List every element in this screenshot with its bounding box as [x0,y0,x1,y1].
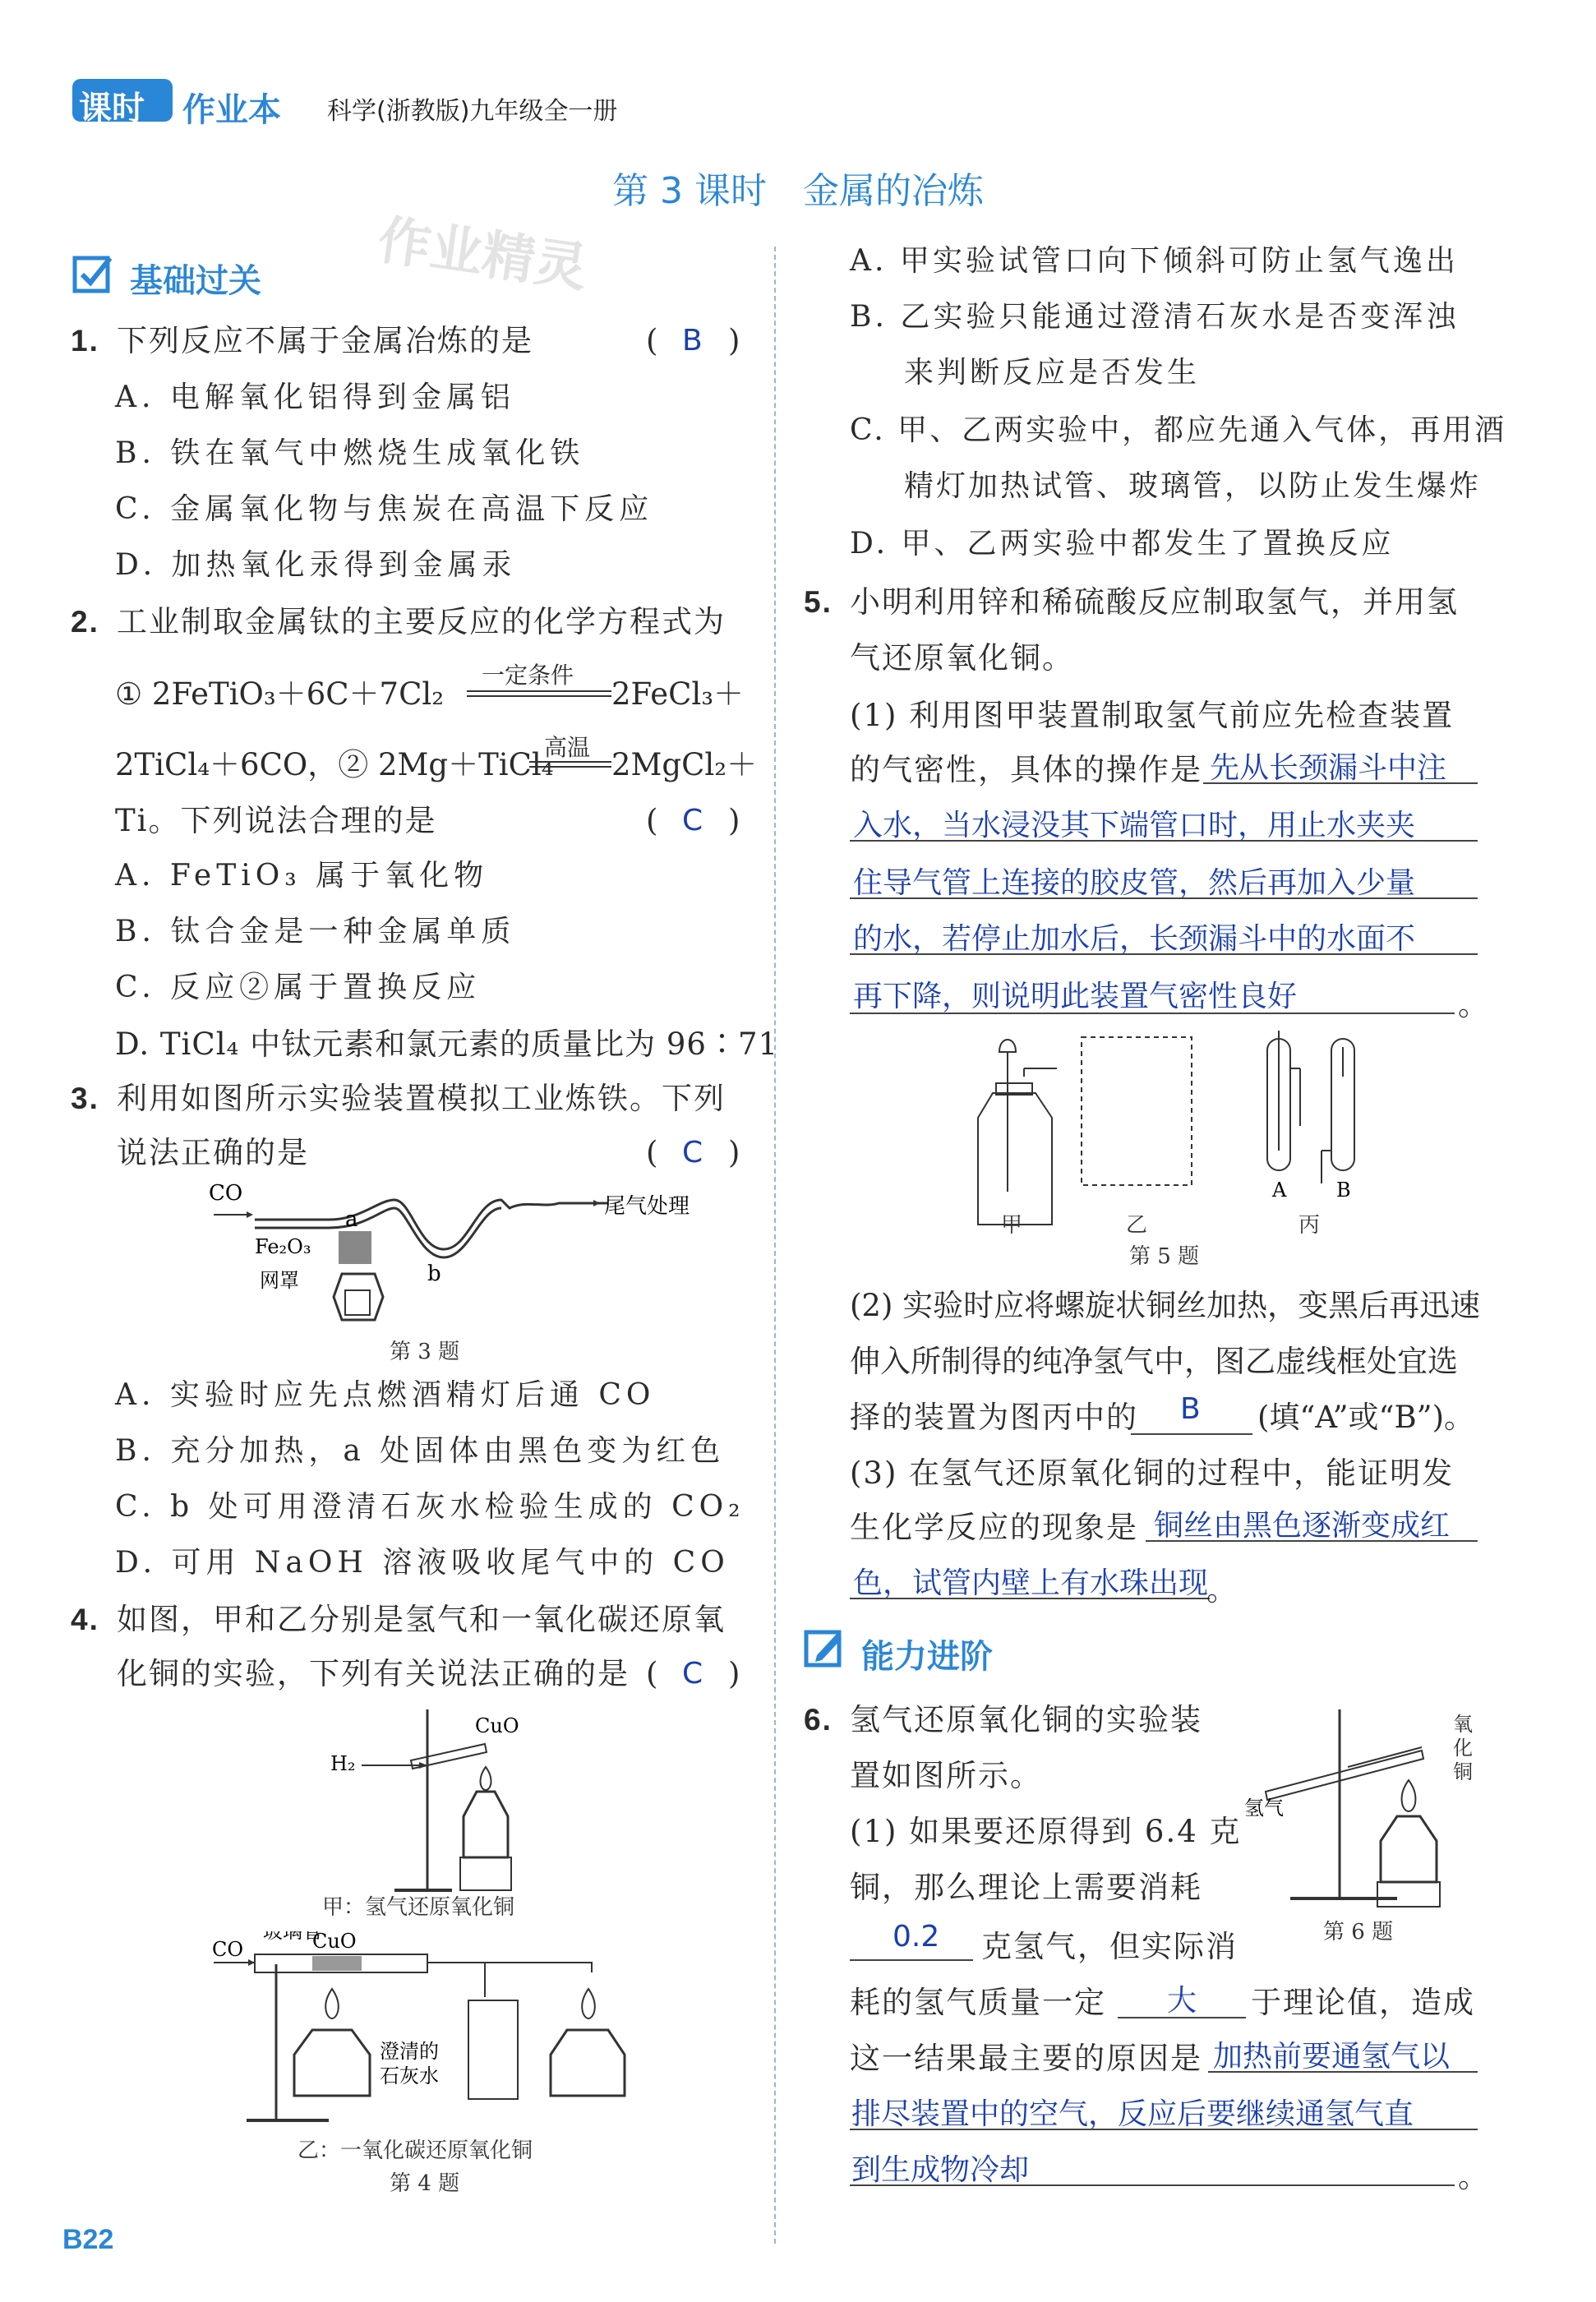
q5-stem-line1: 小明利用锌和稀硫酸反应制取氢气，并用氢 [850,584,1459,620]
q4-option-d: D. 甲、乙两实验中都发生了置换反应 [850,527,1395,561]
q5-p1-answer-5: 再下降，则说明此装置气密性良好 [853,980,1298,1013]
q1-answer-bracket-close: ) [728,323,742,358]
q4-fig1-caption: 甲：氢气还原氧化铜 [322,1895,515,1920]
q2-answer-bracket-close: ) [728,803,742,838]
q4-number: 4. [71,1603,99,1636]
q5-p2-line2: 伸入所制得的纯净氢气中，图乙虚线框处宜选 [850,1344,1458,1379]
q2-option-c: C. 反应②属于置换反应 [115,971,482,1004]
q5-p1-period: 。 [1458,987,1490,1022]
q5-p3-answer-2: 色，试管内壁上有水珠出现 [853,1566,1209,1600]
q6-figure [1233,1701,1488,1923]
q2-eq1-right: 2FeCl₃＋ [611,676,745,712]
q6-p1-answer2: 大 [1167,1984,1197,2018]
q4-fig1-h2: H₂ [330,1752,356,1775]
column-divider [774,247,776,2244]
section-edit-icon [804,1627,845,1668]
q6-p1-answer3-2: 排尽装置中的空气，反应后要继续通氢气直 [851,2097,1414,2131]
q5-p3-answer-1: 铜丝由黑色逐渐变成红 [1154,1509,1451,1543]
q6-fig-cuo: 氧化铜 [1453,1713,1473,1783]
q2-option-d: D. TiCl₄ 中钛元素和氯元素的质量比为 96∶71 [115,1026,779,1062]
q3-label-b: b [427,1262,441,1286]
q5-p2-line3b: (填“A”或“B”)。 [1257,1400,1475,1435]
q2-number: 2. [71,605,99,639]
q6-p1-period: 。 [1458,2159,1490,2194]
q1-option-c: C. 金属氧化物与焦炭在高温下反应 [115,492,654,526]
q4-option-c: C. 甲、乙两实验中，都应先通入气体，再用酒 [850,413,1507,447]
page-number: B22 [62,2224,114,2255]
header-subtitle: 科学(浙教版)九年级全一册 [327,97,618,126]
header-logo [72,79,173,127]
q2-eq1-arrow [467,690,611,697]
q5-p1-line2: 的气密性，具体的操作是 [850,752,1202,787]
q5-fig-label-yi: 乙 [1126,1213,1148,1238]
q3-option-c: C. b 处可用澄清石灰水检验生成的 CO₂ [115,1490,745,1524]
q5-p3-period: 。 [1206,1572,1239,1608]
q5-p1-line1: (1) 利用图甲装置制取氢气前应先检查装置 [850,698,1455,733]
q5-p2-underline [1131,1433,1252,1435]
q4-option-c-cont: 精灯加热试管、玻璃管，以防止发生爆炸 [904,469,1482,503]
q3-label-fe2o3: Fe₂O₃ [255,1235,311,1258]
q1-answer: B [682,324,703,358]
q5-p2-line1: (2) 实验时应将螺旋状铜丝加热，变黑后再迅速 [850,1288,1481,1323]
q3-option-a: A. 实验时应先点燃酒精灯后通 CO [115,1378,656,1412]
q5-number: 5. [804,585,833,619]
q1-option-a: A. 电解氧化铝得到金属铝 [115,381,515,414]
q5-p1-answer-2: 入水，当水浸没其下端管口时，用止水夹夹 [853,809,1416,842]
q6-p1-underline [850,1959,973,1961]
q3-label-mesh: 网罩 [260,1269,299,1292]
q5-p2-answer: B [1180,1392,1201,1426]
q1-option-d: D. 加热氧化汞得到金属汞 [115,548,517,582]
q5-p3-line1: (3) 在氢气还原氧化铜的过程中，能证明发 [850,1455,1455,1491]
q5-p3-underline-1 [1146,1540,1478,1542]
q4-stem-line1: 如图，甲和乙分别是氢气和一氧化碳还原氧 [117,1602,726,1637]
q2-option-b: B. 钛合金是一种金属单质 [115,915,516,948]
q3-stem-line1: 利用如图所示实验装置模拟工业炼铁。下列 [117,1081,726,1116]
q6-p1-line1: (1) 如果要还原得到 6.4 克 [850,1814,1242,1849]
q4-option-b-cont: 来判断反应是否发生 [904,356,1201,390]
q4-figure-yi [205,1931,682,2137]
q6-p1-answer3-1: 加热前要通氢气以 [1213,2040,1451,2074]
q5-fig-label-bing: 丙 [1298,1213,1321,1238]
q3-caption: 第 3 题 [390,1340,460,1364]
q6-p1-line2: 铜，那么理论上需要消耗 [850,1870,1202,1905]
q3-answer: C [682,1136,703,1169]
q1-stem: 下列反应不属于金属冶炼的是 [117,323,533,358]
q5-stem-line2: 气还原氧化铜。 [850,640,1074,676]
q2-stem: 工业制取金属钛的主要反应的化学方程式为 [117,604,726,639]
q5-caption: 第 5 题 [1129,1244,1200,1269]
q2-option-a: A. FeTiO₃ 属于氧化物 [115,859,489,893]
q4-option-b: B. 乙实验只能通过澄清石灰水是否变浑浊 [850,300,1460,334]
q4-fig2-glass: 玻璃管 [263,1931,322,1943]
q5-p3-line2: 生化学反应的现象是 [850,1510,1138,1545]
q5-p2-line3a: 择的装置为图丙中的 [850,1400,1138,1435]
q2-answer: C [682,804,703,837]
q4-fig2-lime1: 澄清的 [380,2040,439,2063]
q4-answer-bracket-open: ( [646,1656,660,1691]
q3-label-tail: 尾气处理 [604,1194,690,1219]
q6-p1-underline3-1 [1208,2071,1478,2073]
q1-answer-bracket-open: ( [646,323,660,358]
q6-p1-answer: 0.2 [893,1920,940,1954]
q4-fig2-co: CO [212,1938,244,1961]
q4-caption: 第 4 题 [390,2171,460,2196]
q5-p1-underline-3 [850,897,1478,899]
q4-option-a: A. 甲实验试管口向下倾斜可防止氢气逸出 [850,244,1459,278]
q6-p1-underline3-3 [850,2184,1455,2186]
q6-p1-answer3-3: 到生成物冷却 [851,2153,1030,2187]
q6-number: 6. [804,1703,833,1737]
q6-p1-line3: 克氢气，但实际消 [981,1929,1238,1964]
q2-eq1-left: ① 2FeTiO₃＋6C＋7Cl₂ [115,676,445,712]
q6-p1-underline2 [1118,2017,1246,2018]
q5-p1-answer-1: 先从长颈漏斗中注 [1210,751,1447,785]
q5-p1-underline-4 [850,953,1478,955]
header-logo-text: 作业本 [182,91,281,129]
q6-caption: 第 6 题 [1323,1920,1394,1944]
q5-figure [945,1027,1422,1233]
q3-option-d: D. 可用 NaOH 溶液吸收尾气中的 CO [115,1546,730,1580]
q5-fig-label-a: A [1272,1179,1287,1202]
q3-figure [197,1175,690,1340]
q1-number: 1. [71,324,99,358]
q4-answer: C [682,1657,703,1691]
q4-answer-bracket-close: ) [728,1656,742,1691]
q5-p1-answer-4: 的水，若停止加水后，长颈漏斗中的水面不 [853,922,1416,956]
q2-eq2-left: 2TiCl₄＋6CO，② 2Mg＋TiCl₄ [115,747,554,782]
q2-eq2-arrow [529,761,611,768]
q6-stem-line2: 置如图所示。 [850,1758,1042,1793]
q4-fig2-lime2: 石灰水 [380,2064,439,2087]
q5-fig-label-b: B [1336,1179,1351,1202]
q6-p1-underline3-2 [850,2129,1478,2130]
section-basic-title: 基础过关 [130,262,261,300]
q6-p1-line5: 这一结果最主要的原因是 [850,2041,1202,2076]
q5-p3-underline-2 [850,1598,1210,1599]
q4-fig2-caption: 乙：一氧化碳还原氧化铜 [298,2138,533,2163]
q4-fig2-cuo: CuO [312,1931,357,1953]
q4-fig1-cuo: CuO [475,1714,519,1737]
q2-eq2-condition: 高温 [544,734,591,761]
section-advanced-title: 能力进阶 [861,1638,993,1676]
q4-figure-jia [312,1701,559,1915]
q3-number: 3. [71,1082,99,1115]
lesson-title: 第 3 课时 金属的冶炼 [612,170,984,212]
q1-option-b: B. 铁在氧气中燃烧生成氧化铁 [115,436,585,470]
header-logo-ke: 课时 [79,90,145,127]
q2-answer-bracket-open: ( [646,803,660,838]
q6-p1-line4a: 耗的氢气质量一定 [850,1985,1106,2020]
q3-answer-bracket-close: ) [728,1135,742,1170]
q5-p1-underline-1 [1203,782,1478,784]
q5-fig-label-jia: 甲 [1001,1213,1023,1238]
q3-stem-line2: 说法正确的是 [117,1135,309,1170]
q3-label-co: CO [209,1181,243,1206]
q2-eq2-right: 2MgCl₂＋ [611,747,758,782]
q2-line3: Ti。下列说法合理的是 [115,803,437,838]
q6-stem-line1: 氢气还原氧化铜的实验装 [850,1702,1202,1737]
q5-p1-underline-2 [850,840,1478,842]
q5-p1-answer-3: 住导气管上连接的胶皮管，然后再加入少量 [853,866,1416,900]
q6-fig-h2: 氢气 [1244,1797,1284,1820]
q3-label-a: a [345,1207,358,1232]
q3-answer-bracket-open: ( [646,1135,660,1170]
section-check-icon [72,253,113,294]
q6-p1-line4b: 于理论值，造成 [1251,1985,1475,2020]
q3-option-b: B. 充分加热，a 处固体由黑色变为红色 [115,1434,726,1468]
q4-stem-line2: 化铜的实验，下列有关说法正确的是 [117,1656,630,1691]
q2-eq1-condition: 一定条件 [482,662,574,689]
q5-p1-underline-5 [850,1013,1455,1014]
watermark: 作业精灵 [374,210,592,300]
